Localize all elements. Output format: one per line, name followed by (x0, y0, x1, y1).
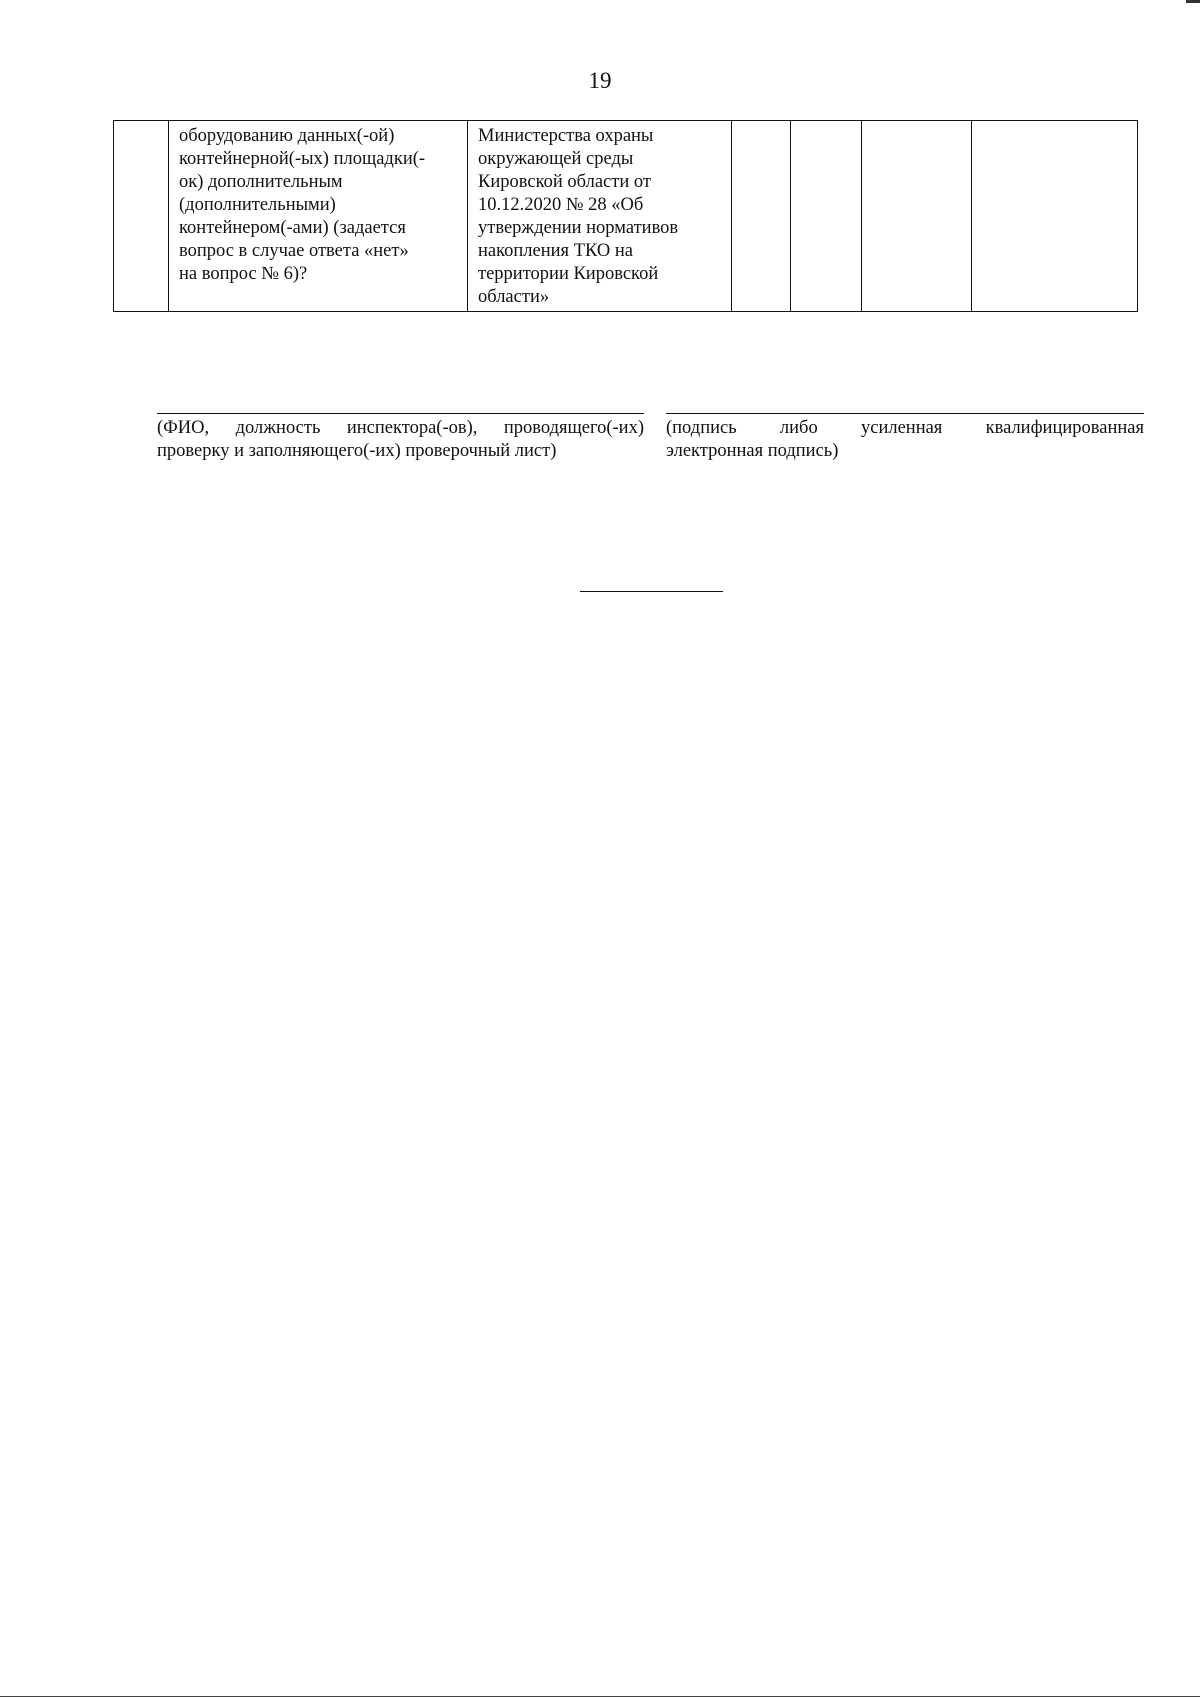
requirement-line: накопления ТКО на (478, 241, 633, 261)
scan-corner-mark (1186, 0, 1200, 3)
requirement-line: 10.12.2020 № 28 «Об (478, 195, 644, 215)
checklist-table (113, 120, 1138, 312)
requirement-line: области» (478, 287, 550, 307)
table-cell-no (791, 121, 862, 312)
table-cell-yes (732, 121, 791, 312)
question-line: на вопрос № 6)? (179, 264, 308, 284)
table-cell-requirement (468, 121, 732, 312)
table-row (114, 121, 1138, 312)
requirement-line: утверждении нормативов (478, 218, 679, 238)
signature-caption-line: электронная подпись) (666, 441, 839, 461)
table-cell-notes (972, 121, 1138, 312)
table-cell-question (169, 121, 468, 312)
requirement-line: Кировской области от (478, 172, 651, 192)
inspector-name-line (157, 413, 644, 463)
inspector-caption-line: (ФИО, должность инспектора(-ов), проводящего(-их) (157, 418, 644, 438)
question-line: оборудованию данных(-ой) (179, 126, 395, 146)
inspector-caption-line: проверку и заполняющего(-их) проверочный лист) (157, 441, 557, 461)
signature-line (666, 413, 1144, 463)
table-cell-number (114, 121, 169, 312)
end-of-document-rule (580, 591, 723, 592)
table-cell-not-applicable (862, 121, 972, 312)
question-line: контейнером(-ами) (задается (179, 218, 406, 238)
inspector-name-block (157, 413, 644, 463)
question-line: (дополнительными) (179, 195, 336, 215)
requirement-line: окружающей среды (478, 149, 634, 169)
signature-caption-line: (подпись либо усиленная квалифицированная (666, 418, 1144, 438)
question-line: контейнерной(-ых) площадки(- (179, 149, 426, 169)
signature-block (666, 413, 1144, 463)
requirement-line: территории Кировской (478, 264, 659, 284)
question-line: вопрос в случае ответа «нет» (179, 241, 409, 261)
page-number: 19 (588, 68, 612, 93)
requirement-line: Министерства охраны (478, 126, 654, 146)
question-line: ок) дополнительным (179, 172, 343, 192)
